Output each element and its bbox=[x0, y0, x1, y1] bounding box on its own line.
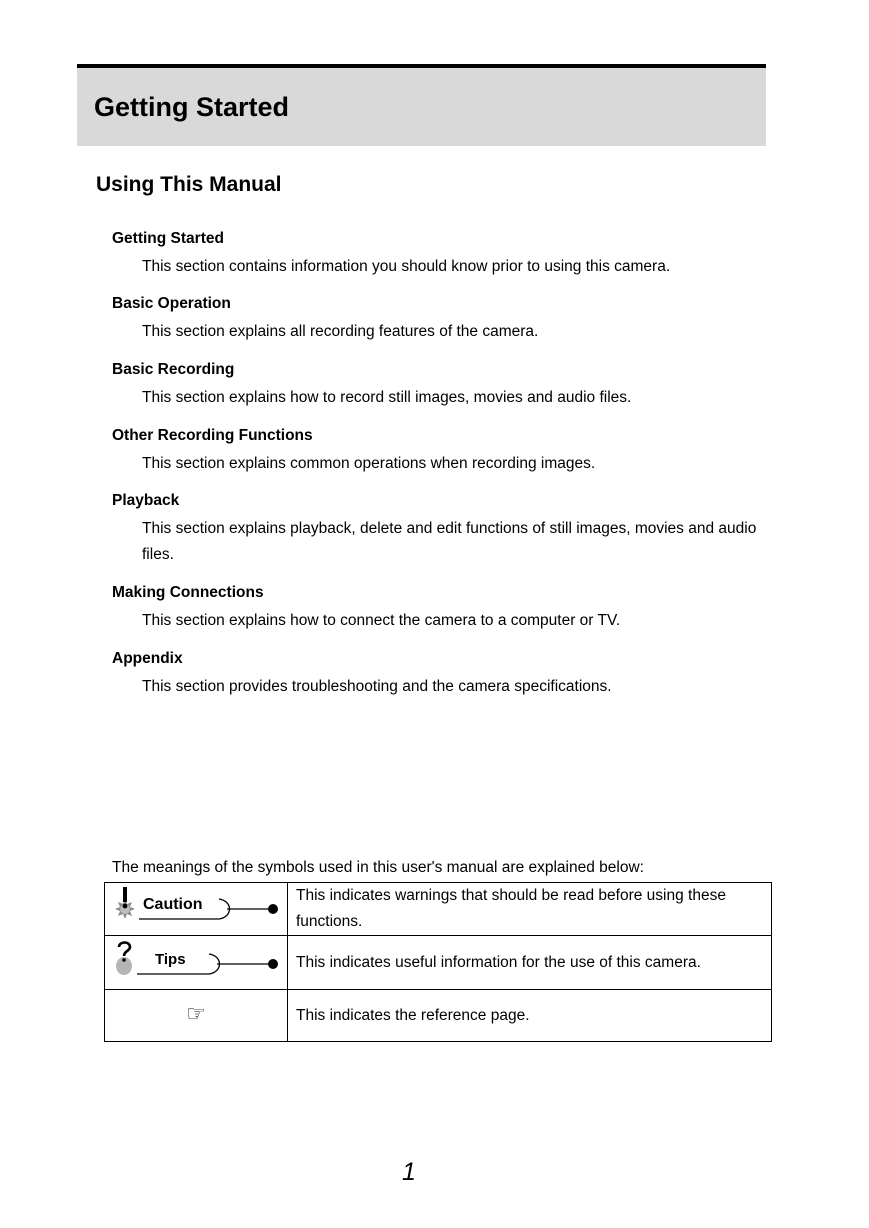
chapter-title: Getting Started bbox=[94, 92, 290, 122]
entry-description: This section explains how to record still images, movies and audio files. bbox=[142, 389, 632, 406]
tips-icon bbox=[111, 938, 281, 978]
caution-icon bbox=[111, 885, 281, 925]
table-row bbox=[105, 883, 772, 936]
manual-entry bbox=[112, 229, 772, 280]
entry-description: This section explains how to connect the camera to a computer or TV. bbox=[142, 612, 621, 629]
entry-heading: Making Connections bbox=[112, 584, 264, 601]
symbol-cell bbox=[105, 883, 288, 936]
symbol-cell bbox=[105, 936, 288, 990]
manual-entry bbox=[112, 360, 772, 411]
entry-description: This section contains information you should know prior to using this camera. bbox=[142, 258, 671, 275]
manual-entry bbox=[112, 649, 772, 700]
manual-entry bbox=[112, 426, 772, 477]
symbol-cell bbox=[105, 990, 288, 1042]
entry-description: This section explains all recording features of the camera. bbox=[142, 323, 539, 340]
caution-label: Caution bbox=[143, 895, 203, 913]
symbol-description: This indicates warnings that should be read before using these functions. bbox=[288, 883, 772, 936]
symbol-description: This indicates useful information for the use of this camera. bbox=[288, 936, 772, 990]
entry-heading: Appendix bbox=[112, 650, 183, 667]
manual-entry bbox=[112, 294, 772, 345]
symbols-intro: The meanings of the symbols used in this user's manual are explained below: bbox=[112, 859, 644, 876]
page-number: 1 bbox=[402, 1158, 416, 1186]
entry-heading: Basic Operation bbox=[112, 295, 231, 312]
symbols-table bbox=[104, 882, 772, 1042]
table-row bbox=[105, 990, 772, 1042]
entry-heading: Getting Started bbox=[112, 230, 224, 247]
entry-description: This section provides troubleshooting and the camera specifications. bbox=[142, 678, 612, 695]
chapter-header bbox=[77, 64, 766, 146]
table-row bbox=[105, 936, 772, 990]
entry-heading: Other Recording Functions bbox=[112, 427, 313, 444]
symbol-description: This indicates the reference page. bbox=[288, 990, 772, 1042]
manual-entry bbox=[112, 491, 772, 568]
tips-label: Tips bbox=[155, 951, 186, 968]
entry-heading: Basic Recording bbox=[112, 361, 235, 378]
entry-description: This section explains playback, delete and edit functions of still images, movies and audio files. bbox=[142, 520, 757, 563]
entry-description: This section explains common operations when recording images. bbox=[142, 455, 596, 472]
manual-entry bbox=[112, 583, 772, 634]
section-title: Using This Manual bbox=[96, 173, 282, 196]
pointing-hand-icon: ☞ bbox=[186, 1001, 206, 1027]
entry-heading: Playback bbox=[112, 492, 180, 509]
